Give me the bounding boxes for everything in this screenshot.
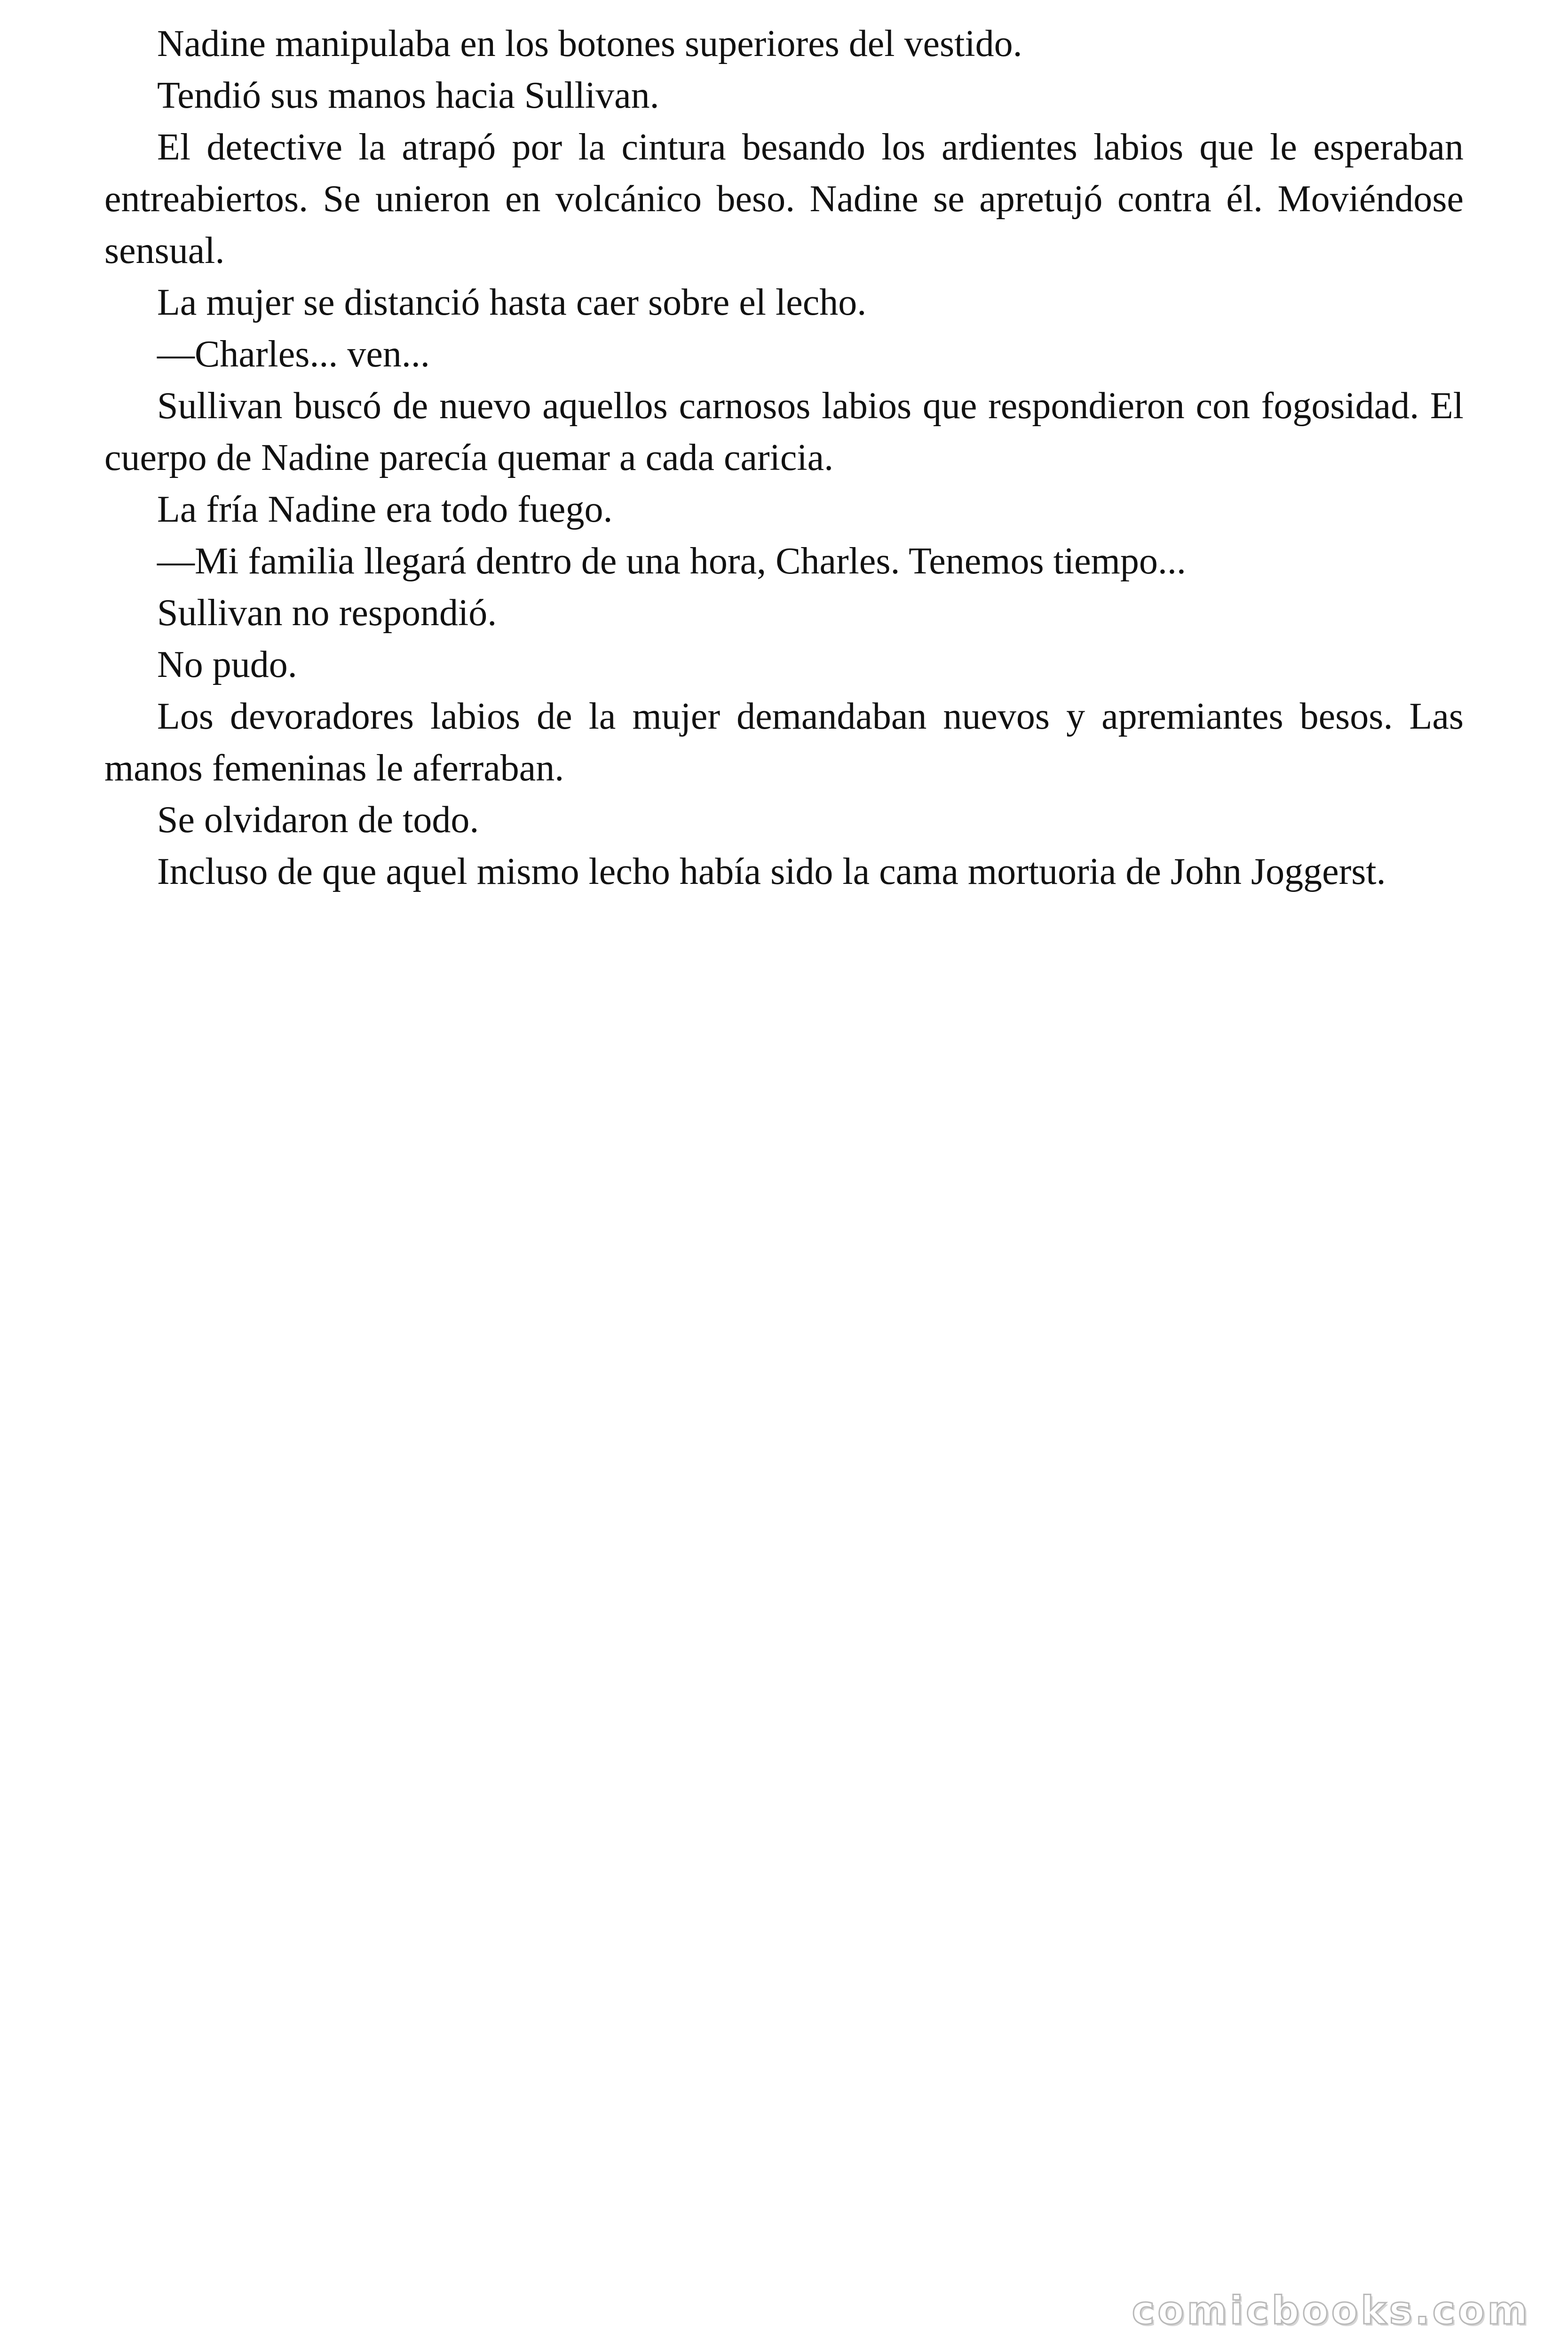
paragraph: El detective la atrapó por la cintura besando los ardientes labios que le esperaban entreabiertos. Se unieron en volcánico beso. Nadine se apretujó contra él. Moviéndose sensual. — [104, 127, 1464, 271]
paragraph: La mujer se distanció hasta caer sobre el lecho. — [157, 282, 867, 323]
paragraph: Se olvidaron de todo. — [157, 799, 479, 841]
page-text — [104, 18, 1464, 898]
watermark: comicbooks.com — [1132, 2288, 1530, 2333]
paragraph: Nadine manipulaba en los botones superiores del vestido. — [157, 23, 1022, 64]
paragraph: La fría Nadine era todo fuego. — [157, 489, 613, 530]
paragraph: Los devoradores labios de la mujer demandaban nuevos y apremiantes besos. Las manos femeninas le aferraban. — [104, 696, 1464, 789]
paragraph: —Charles... ven... — [157, 334, 430, 375]
paragraph: Sullivan buscó de nuevo aquellos carnosos labios que respondieron con fogosidad. El cuerpo de Nadine parecía quemar a cada caricia. — [104, 385, 1464, 478]
paragraph: Tendió sus manos hacia Sullivan. — [157, 75, 659, 116]
paragraph: No pudo. — [157, 644, 297, 685]
paragraph: Incluso de que aquel mismo lecho había sido la cama mortuoria de John Joggerst. — [157, 851, 1386, 892]
paragraph: Sullivan no respondió. — [157, 592, 497, 634]
paragraph: —Mi familia llegará dentro de una hora, Charles. Tenemos tiempo... — [157, 540, 1186, 582]
